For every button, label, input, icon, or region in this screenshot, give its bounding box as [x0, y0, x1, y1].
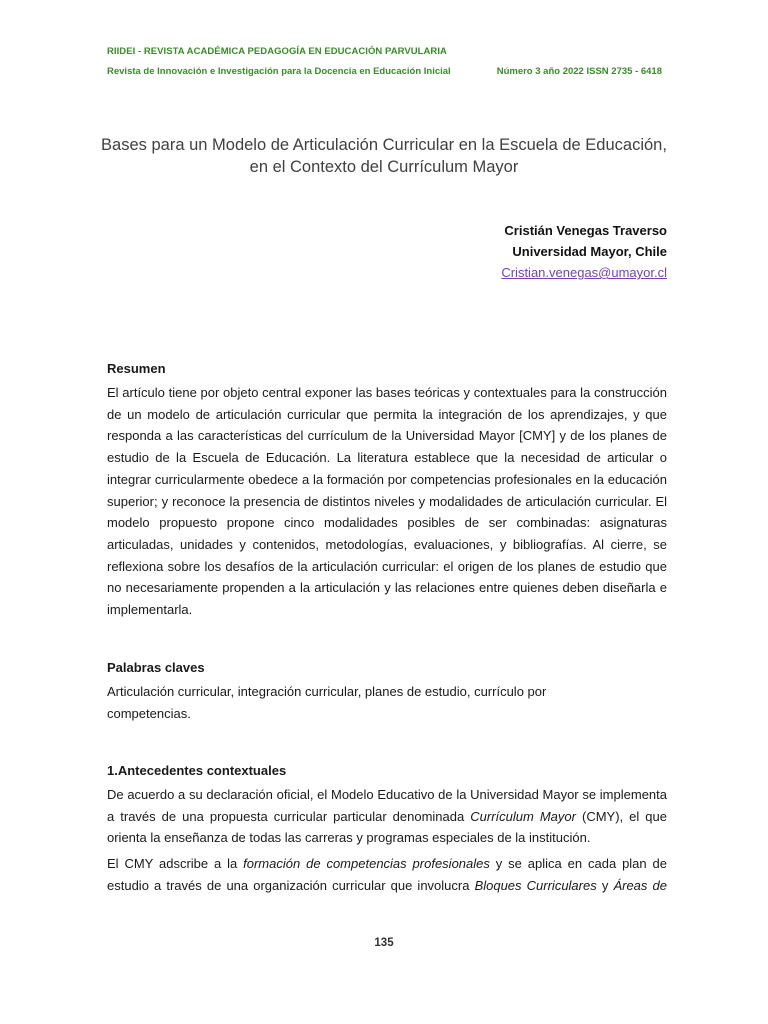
keywords-section — [107, 660, 667, 724]
author-affiliation: Universidad Mayor, Chile — [512, 244, 667, 259]
abstract-section — [107, 361, 667, 621]
journal-issue: Número 3 año 2022 ISSN 2735 - 6418 — [496, 66, 662, 77]
author-name: Cristián Venegas Traverso — [504, 223, 667, 238]
keywords-text: Articulación curricular, integración curricular, planes de estudio, currículo por competencias. — [107, 684, 547, 721]
section-antecedentes — [107, 763, 667, 897]
article-title: Bases para un Modelo de Articulación Curricular en la Escuela de Educación, en el Contexto del Currículum Mayor — [101, 136, 667, 176]
page-number: 135 — [374, 937, 394, 949]
journal-subheader — [107, 66, 662, 77]
abstract-text: El artículo tiene por objeto central exponer las bases teóricas y contextuales para la construcción de un modelo de articulación curricular que permita la integración de los aprendizajes, y que responda a las características del currículum de la Universidad Mayor [CMY] y de los planes de estudio de la Escuela de Educación. La literatura establece que la necesidad de articular o integrar curricularmente obedece a la formación por competencias profesionales en la educación superior; y reconoce la presencia de distintos niveles y modalidades de articulación curricular. El modelo propuesto propone cinco modalidades posibles de ser combinadas: asignaturas articuladas, unidades y contenidos, metodologías, evaluaciones, y bibliografías. Al cierre, se reflexiona sobre los desafíos de la articulación curricular: el origen de los planes de estudio que no necesariamente propenden a la articulación y las relaciones entre quienes deben diseñarla e implementarla. — [107, 385, 667, 618]
section1-heading: 1.Antecedentes contextuales — [107, 763, 287, 778]
journal-name: RIIDEI - REVISTA ACADÉMICA PEDAGOGÍA EN EDUCACIÓN PARVULARIA — [107, 46, 447, 57]
abstract-heading: Resumen — [107, 361, 166, 376]
keywords-heading: Palabras claves — [107, 660, 205, 675]
journal-subtitle: Revista de Innovación e Investigación para la Docencia en Educación Inicial — [107, 66, 451, 77]
section1-paragraph-1: De acuerdo a su declaración oficial, el Modelo Educativo de la Universidad Mayor se implementa a través de una propuesta curricular particular denominada Currículum Mayor (CMY), el que orienta la enseñanza de todas las carreras y programas especiales de la institución. — [107, 787, 667, 846]
section1-paragraph-2: El CMY adscribe a la formación de competencias profesionales y se aplica en cada plan de estudio a través de una organización curricular que involucra Bloques Curriculares y Áreas de — [107, 856, 667, 893]
author-block — [501, 220, 667, 283]
term-curriculum-mayor: Currículum Mayor — [470, 808, 576, 824]
author-email-link[interactable]: Cristian.venegas@umayor.cl — [501, 265, 667, 280]
term-formacion-competencias: formación de competencias profesionales — [243, 856, 490, 872]
term-bloques-curriculares: Bloques Curriculares — [474, 877, 597, 893]
term-areas-de: Áreas de — [613, 877, 667, 893]
